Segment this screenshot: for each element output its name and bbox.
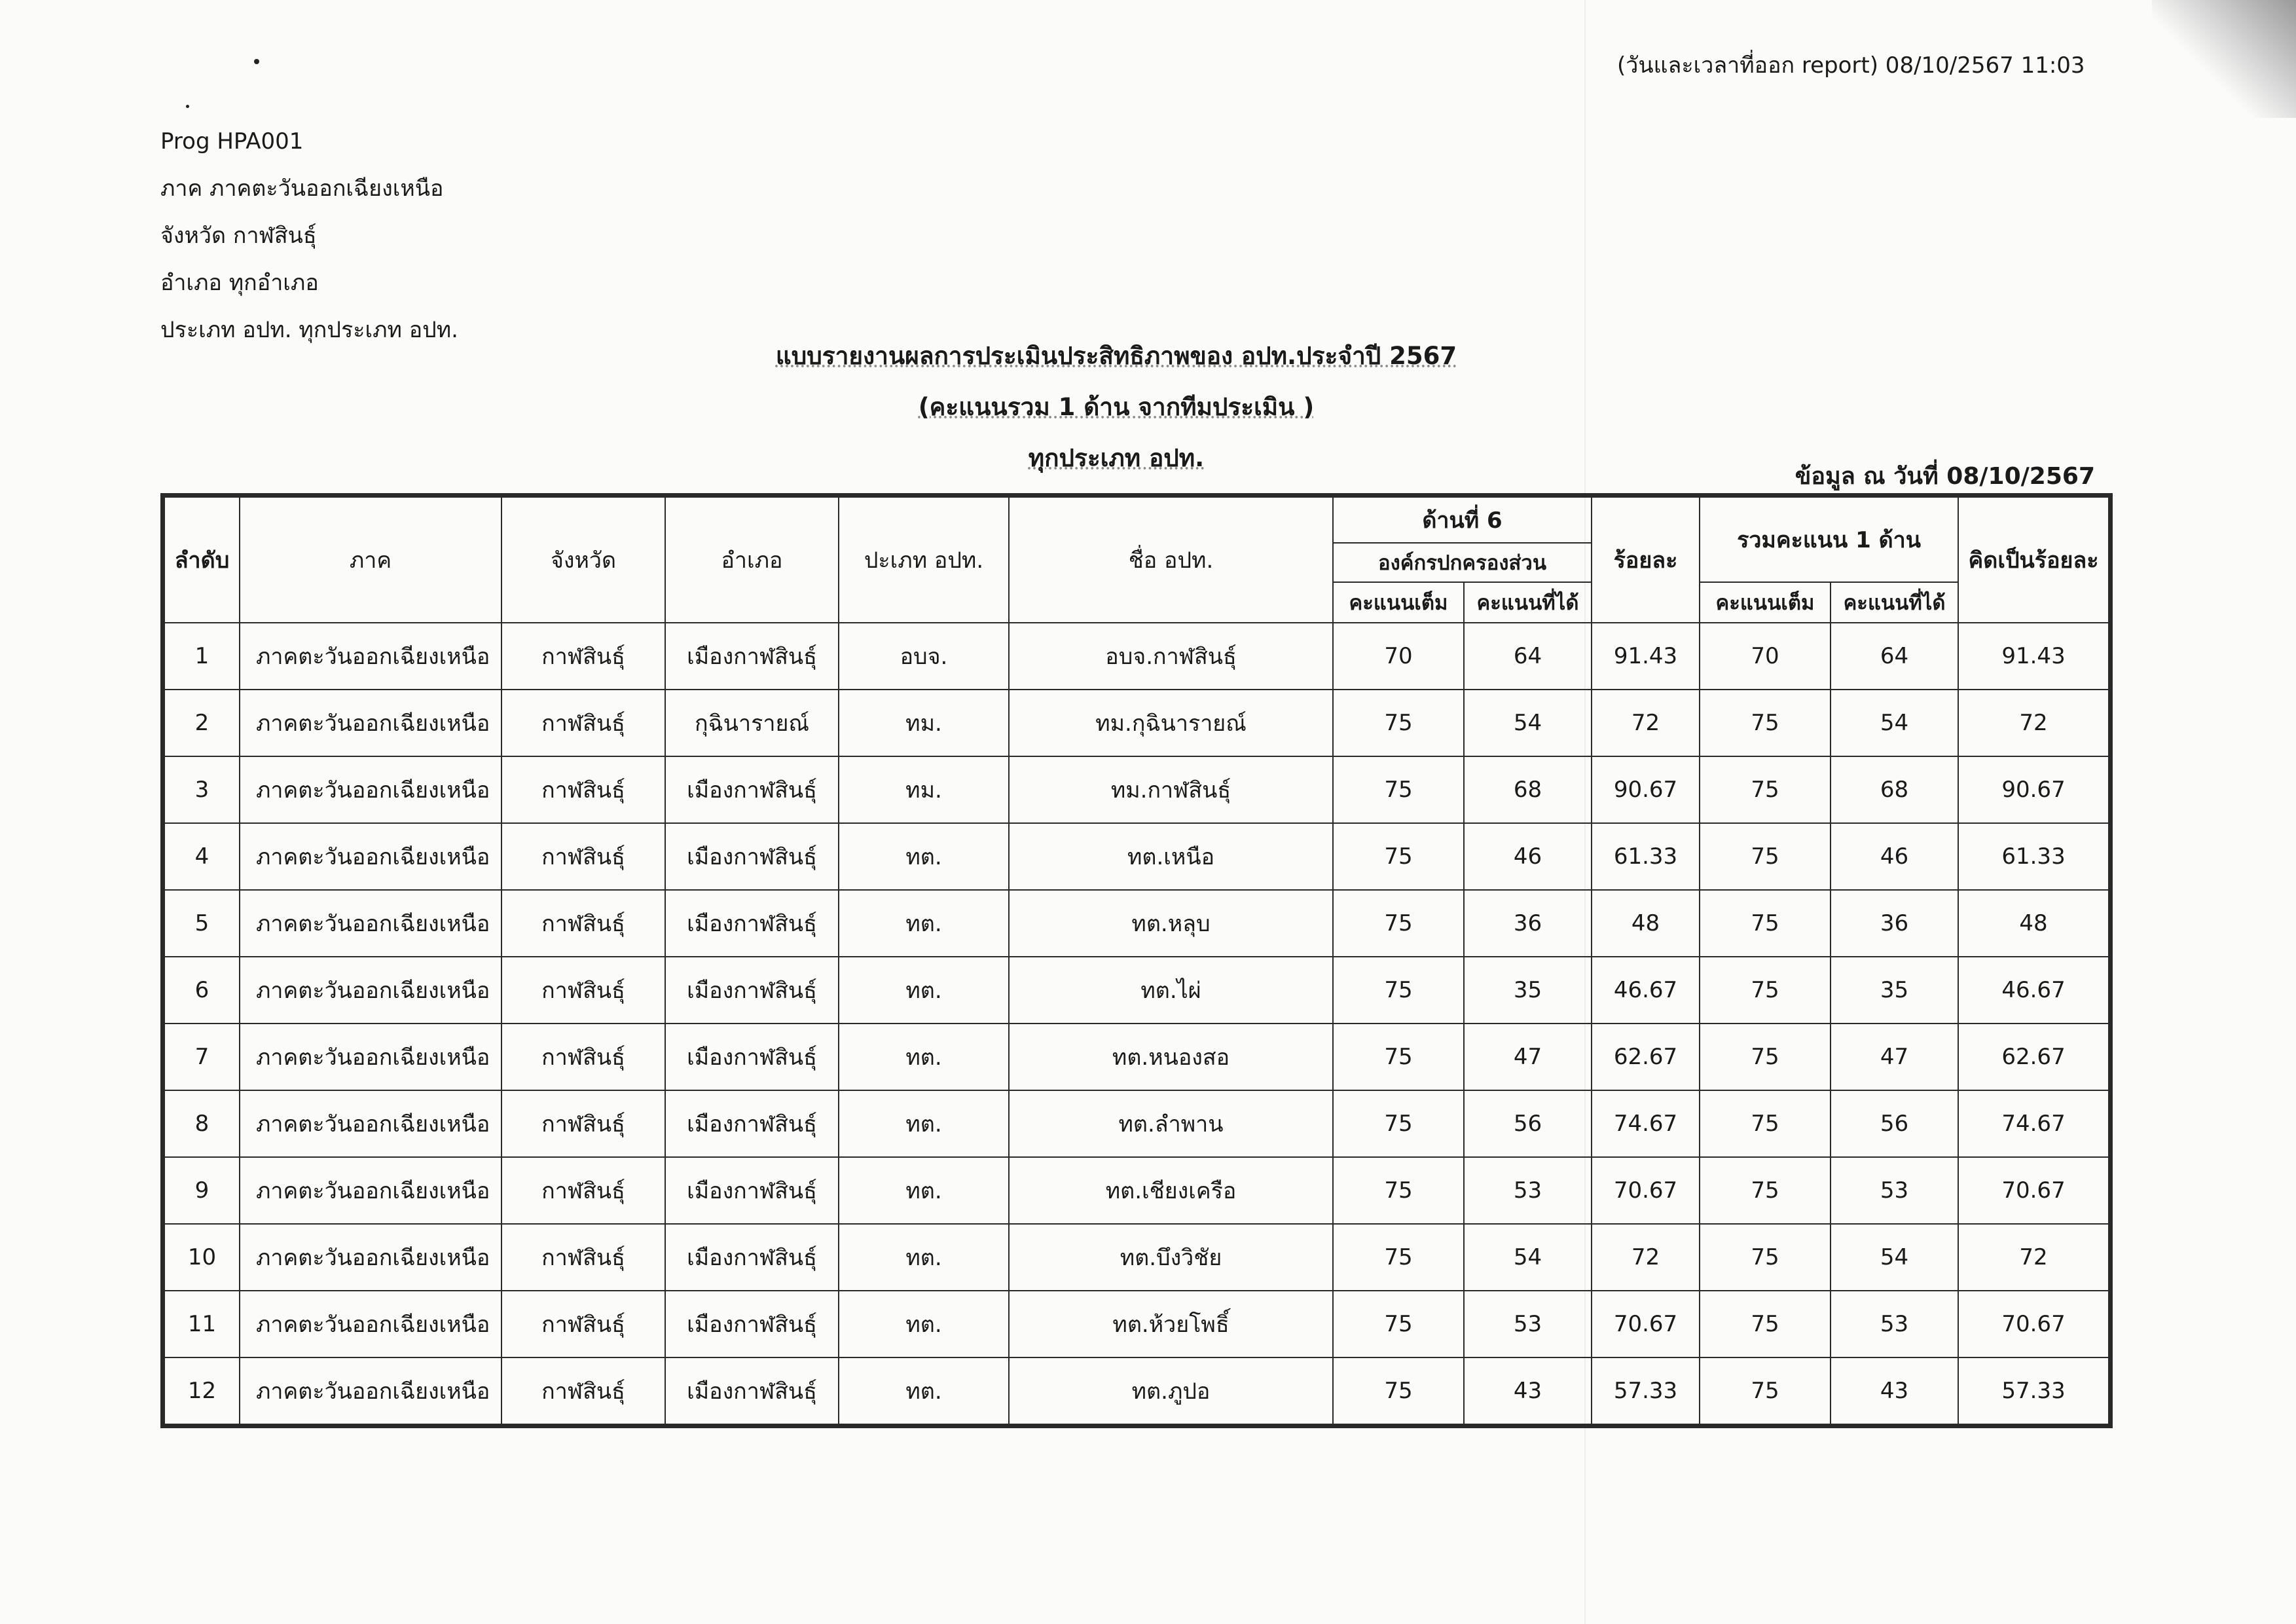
cell-province: กาฬสินธุ์ [501, 623, 665, 690]
cell-score: 43 [1464, 1357, 1592, 1424]
cell-province: กาฬสินธุ์ [501, 1157, 665, 1224]
cell-percent: 70.67 [1592, 1157, 1700, 1224]
cell-province: กาฬสินธุ์ [501, 823, 665, 890]
cell-org-name: ทต.ภูปอ [1009, 1357, 1333, 1424]
cell-org-name: ทต.บึงวิชัย [1009, 1224, 1333, 1291]
cell-total-full: 75 [1700, 1157, 1831, 1224]
cell-org-type: ทต. [839, 957, 1009, 1024]
cell-total-percent: 90.67 [1958, 756, 2109, 823]
report-meta [160, 118, 458, 354]
header-province: จังหวัด [501, 497, 665, 623]
meta-prog: Prog HPA001 [160, 128, 304, 155]
cell-org-type: ทต. [839, 1224, 1009, 1291]
cell-total-full: 75 [1700, 1224, 1831, 1291]
cell-total-score: 53 [1831, 1291, 1958, 1357]
header-district: อำเภอ [665, 497, 839, 623]
cell-province: กาฬสินธุ์ [501, 890, 665, 957]
cell-total-full: 75 [1700, 890, 1831, 957]
cell-full-score: 70 [1333, 623, 1464, 690]
cell-percent: 61.33 [1592, 823, 1700, 890]
cell-region: ภาคตะวันออกเฉียงเหนือ [240, 1357, 501, 1424]
cell-total-percent: 70.67 [1958, 1291, 2109, 1357]
cell-score: 35 [1464, 957, 1592, 1024]
cell-total-full: 75 [1700, 1090, 1831, 1157]
table-row [164, 756, 2109, 823]
cell-district: เมืองกาฬสินธุ์ [665, 823, 839, 890]
cell-total-full: 75 [1700, 1024, 1831, 1090]
cell-region: ภาคตะวันออกเฉียงเหนือ [240, 1024, 501, 1090]
report-timestamp: (วันและเวลาที่ออก report) 08/10/2567 11:03 [1617, 52, 2085, 79]
cell-total-full: 75 [1700, 690, 1831, 756]
cell-org-name: ทม.กาฬสินธุ์ [1009, 756, 1333, 823]
header-org-type: ปะเภท อปท. [839, 497, 1009, 623]
table-row [164, 1024, 2109, 1090]
cell-total-percent: 72 [1958, 1224, 2109, 1291]
cell-full-score: 75 [1333, 1090, 1464, 1157]
cell-full-score: 75 [1333, 756, 1464, 823]
cell-region: ภาคตะวันออกเฉียงเหนือ [240, 690, 501, 756]
cell-org-type: ทต. [839, 1090, 1009, 1157]
cell-province: กาฬสินธุ์ [501, 690, 665, 756]
cell-province: กาฬสินธุ์ [501, 1291, 665, 1357]
cell-score: 64 [1464, 623, 1592, 690]
cell-seq: 5 [164, 890, 240, 957]
cell-org-type: ทต. [839, 890, 1009, 957]
header-full-score: คะแนนเต็ม [1333, 582, 1464, 623]
cell-seq: 7 [164, 1024, 240, 1090]
cell-total-percent: 70.67 [1958, 1157, 2109, 1224]
cell-province: กาฬสินธุ์ [501, 1090, 665, 1157]
cell-full-score: 75 [1333, 690, 1464, 756]
cell-full-score: 75 [1333, 1157, 1464, 1224]
cell-total-full: 75 [1700, 1357, 1831, 1424]
cell-org-type: ทต. [839, 1357, 1009, 1424]
cell-full-score: 75 [1333, 890, 1464, 957]
table-body [164, 623, 2109, 1424]
cell-total-score: 64 [1831, 623, 1958, 690]
cell-org-type: ทต. [839, 1157, 1009, 1224]
cell-province: กาฬสินธุ์ [501, 1357, 665, 1424]
cell-province: กาฬสินธุ์ [501, 1024, 665, 1090]
table-header [164, 497, 2109, 623]
cell-org-type: อบจ. [839, 623, 1009, 690]
cell-total-percent: 46.67 [1958, 957, 2109, 1024]
cell-percent: 57.33 [1592, 1357, 1700, 1424]
header-total-score: คะแนนที่ได้ [1831, 582, 1958, 623]
cell-region: ภาคตะวันออกเฉียงเหนือ [240, 823, 501, 890]
cell-region: ภาคตะวันออกเฉียงเหนือ [240, 1090, 501, 1157]
cell-score: 47 [1464, 1024, 1592, 1090]
header-total: รวมคะแนน 1 ด้าน [1700, 497, 1958, 582]
report-scope: ทุกประเภท อปท. [1028, 444, 1205, 472]
cell-seq: 8 [164, 1090, 240, 1157]
cell-org-name: ทต.หลุบ [1009, 890, 1333, 957]
cell-total-score: 46 [1831, 823, 1958, 890]
cell-district: เมืองกาฬสินธุ์ [665, 756, 839, 823]
scan-speck [186, 105, 189, 108]
cell-total-score: 68 [1831, 756, 1958, 823]
cell-district: เมืองกาฬสินธุ์ [665, 623, 839, 690]
cell-total-full: 75 [1700, 756, 1831, 823]
cell-score: 56 [1464, 1090, 1592, 1157]
cell-region: ภาคตะวันออกเฉียงเหนือ [240, 957, 501, 1024]
cell-region: ภาคตะวันออกเฉียงเหนือ [240, 1157, 501, 1224]
cell-total-percent: 62.67 [1958, 1024, 2109, 1090]
table-row [164, 957, 2109, 1024]
cell-province: กาฬสินธุ์ [501, 1224, 665, 1291]
cell-seq: 10 [164, 1224, 240, 1291]
cell-full-score: 75 [1333, 823, 1464, 890]
cell-province: กาฬสินธุ์ [501, 756, 665, 823]
cell-percent: 48 [1592, 890, 1700, 957]
table-row [164, 1157, 2109, 1224]
cell-total-score: 53 [1831, 1157, 1958, 1224]
cell-total-percent: 72 [1958, 690, 2109, 756]
cell-org-name: ทต.ลำพาน [1009, 1090, 1333, 1157]
cell-seq: 11 [164, 1291, 240, 1357]
cell-score: 53 [1464, 1157, 1592, 1224]
table-row [164, 890, 2109, 957]
cell-total-score: 36 [1831, 890, 1958, 957]
cell-full-score: 75 [1333, 1224, 1464, 1291]
cell-total-percent: 57.33 [1958, 1357, 2109, 1424]
cell-org-name: ทต.หนองสอ [1009, 1024, 1333, 1090]
cell-score: 54 [1464, 1224, 1592, 1291]
cell-percent: 70.67 [1592, 1291, 1700, 1357]
cell-total-percent: 48 [1958, 890, 2109, 957]
header-total-full: คะแนนเต็ม [1700, 582, 1831, 623]
report-subtitle: (คะแนนรวม 1 ด้าน จากทีมประเมิน ) [918, 393, 1315, 421]
cell-org-type: ทม. [839, 690, 1009, 756]
cell-seq: 12 [164, 1357, 240, 1424]
cell-percent: 72 [1592, 690, 1700, 756]
cell-percent: 90.67 [1592, 756, 1700, 823]
cell-seq: 9 [164, 1157, 240, 1224]
table-row [164, 1291, 2109, 1357]
cell-org-name: ทต.เหนือ [1009, 823, 1333, 890]
cell-total-percent: 91.43 [1958, 623, 2109, 690]
table-row [164, 690, 2109, 756]
cell-region: ภาคตะวันออกเฉียงเหนือ [240, 1224, 501, 1291]
cell-org-type: ทต. [839, 1024, 1009, 1090]
table-row [164, 1357, 2109, 1424]
data-as-of-date: ข้อมูล ณ วันที่ 08/10/2567 [1795, 463, 2095, 490]
header-score: คะแนนที่ได้ [1464, 582, 1592, 623]
cell-score: 36 [1464, 890, 1592, 957]
scan-speck [254, 59, 259, 64]
meta-region: ภาค ภาคตะวันออกเฉียงเหนือ [160, 175, 444, 202]
header-org-name: ชื่อ อปท. [1009, 497, 1333, 623]
cell-seq: 3 [164, 756, 240, 823]
cell-total-score: 35 [1831, 957, 1958, 1024]
cell-org-name: ทม.กุฉินารายณ์ [1009, 690, 1333, 756]
table-row [164, 1090, 2109, 1157]
cell-total-score: 47 [1831, 1024, 1958, 1090]
table-row [164, 623, 2109, 690]
report-titles [707, 331, 1525, 484]
cell-total-percent: 74.67 [1958, 1090, 2109, 1157]
cell-region: ภาคตะวันออกเฉียงเหนือ [240, 623, 501, 690]
cell-org-name: ทต.เชียงเครือ [1009, 1157, 1333, 1224]
cell-district: เมืองกาฬสินธุ์ [665, 1291, 839, 1357]
cell-district: เมืองกาฬสินธุ์ [665, 1357, 839, 1424]
cell-seq: 1 [164, 623, 240, 690]
cell-percent: 46.67 [1592, 957, 1700, 1024]
header-aspect-sub: องค์กรปกครองส่วน [1333, 543, 1592, 582]
report-title: แบบรายงานผลการประเมินประสิทธิภาพของ อปท.ประจำปี 2567 [775, 342, 1457, 370]
cell-district: กุฉินารายณ์ [665, 690, 839, 756]
cell-percent: 62.67 [1592, 1024, 1700, 1090]
cell-total-score: 43 [1831, 1357, 1958, 1424]
header-total-percent: คิดเป็นร้อยละ [1958, 497, 2109, 623]
cell-total-full: 75 [1700, 957, 1831, 1024]
cell-total-full: 75 [1700, 823, 1831, 890]
cell-full-score: 75 [1333, 957, 1464, 1024]
cell-org-name: อบจ.กาฬสินธุ์ [1009, 623, 1333, 690]
cell-district: เมืองกาฬสินธุ์ [665, 1157, 839, 1224]
cell-percent: 74.67 [1592, 1090, 1700, 1157]
meta-type: ประเภท อปท. ทุกประเภท อปท. [160, 317, 458, 343]
cell-seq: 2 [164, 690, 240, 756]
cell-total-percent: 61.33 [1958, 823, 2109, 890]
cell-full-score: 75 [1333, 1357, 1464, 1424]
cell-score: 68 [1464, 756, 1592, 823]
header-seq: ลำดับ [164, 497, 240, 623]
cell-full-score: 75 [1333, 1024, 1464, 1090]
cell-region: ภาคตะวันออกเฉียงเหนือ [240, 756, 501, 823]
meta-province: จังหวัด กาฬสินธุ์ [160, 223, 317, 249]
table-row [164, 823, 2109, 890]
table-row [164, 1224, 2109, 1291]
cell-score: 46 [1464, 823, 1592, 890]
cell-percent: 91.43 [1592, 623, 1700, 690]
cell-district: เมืองกาฬสินธุ์ [665, 957, 839, 1024]
header-aspect: ด้านที่ 6 [1333, 497, 1592, 543]
results-table [164, 496, 2109, 1425]
cell-total-score: 56 [1831, 1090, 1958, 1157]
header-percent: ร้อยละ [1592, 497, 1700, 623]
cell-seq: 4 [164, 823, 240, 890]
cell-org-type: ทต. [839, 823, 1009, 890]
cell-score: 53 [1464, 1291, 1592, 1357]
cell-percent: 72 [1592, 1224, 1700, 1291]
cell-seq: 6 [164, 957, 240, 1024]
cell-district: เมืองกาฬสินธุ์ [665, 1090, 839, 1157]
meta-district: อำเภอ ทุกอำเภอ [160, 270, 319, 296]
cell-total-full: 75 [1700, 1291, 1831, 1357]
cell-org-name: ทต.ไผ่ [1009, 957, 1333, 1024]
cell-total-score: 54 [1831, 1224, 1958, 1291]
header-region: ภาค [240, 497, 501, 623]
cell-total-score: 54 [1831, 690, 1958, 756]
cell-district: เมืองกาฬสินธุ์ [665, 1024, 839, 1090]
cell-org-type: ทม. [839, 756, 1009, 823]
cell-org-type: ทต. [839, 1291, 1009, 1357]
cell-district: เมืองกาฬสินธุ์ [665, 1224, 839, 1291]
cell-province: กาฬสินธุ์ [501, 957, 665, 1024]
cell-region: ภาคตะวันออกเฉียงเหนือ [240, 1291, 501, 1357]
cell-org-name: ทต.ห้วยโพธิ์ [1009, 1291, 1333, 1357]
cell-district: เมืองกาฬสินธุ์ [665, 890, 839, 957]
cell-score: 54 [1464, 690, 1592, 756]
cell-region: ภาคตะวันออกเฉียงเหนือ [240, 890, 501, 957]
cell-full-score: 75 [1333, 1291, 1464, 1357]
cell-total-full: 70 [1700, 623, 1831, 690]
